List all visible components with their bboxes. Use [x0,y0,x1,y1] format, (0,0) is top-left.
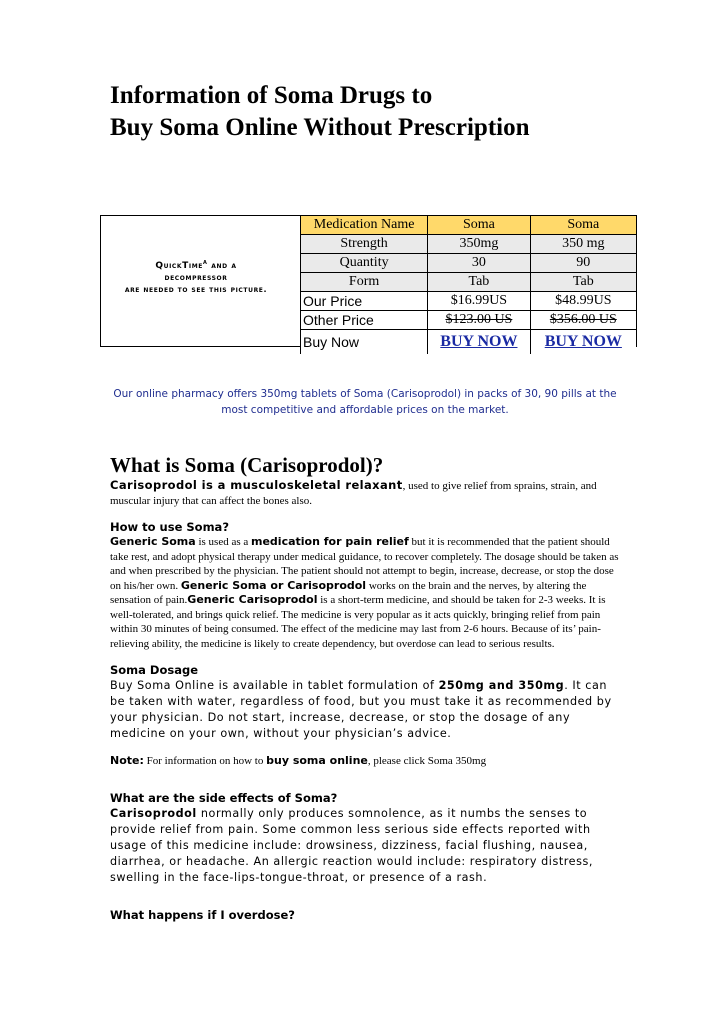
product-box [100,215,637,350]
how-to-use-paragraph: Generic Soma is used as a medication for pain relief but it is recommended that the patient should take rest, and adopt physical therapy under medical guidance, to recover completely. The dosage should be taken as and when prescribed by the physician. The patient should not attempt to begin, increase, decrease, or stop the dose on his/her own. Generic Soma or Carisoprodol works on the brain and the nerves, by altering the sensation of pain.Generic Carisoprodol is a short-term medicine, and should be taken for 2-3 weeks. It is well-tolerated, and brings quick relief. The medicine is very popular as it acts quickly, bringing relief from pain within 30 minutes of being consumed. The effect of the medicine may last from 2-6 hours. Because of its’ pain-relieving ability, the medicine is likely to create dependency, but overdose can lead to serious results. [110,535,619,650]
price-cell: $16.99US [428,292,530,311]
header-cell: Soma [428,216,530,235]
section-heading-what-is: What is Soma (Carisoprodol)? [110,453,384,477]
table-row [301,292,637,311]
what-is-paragraph: Carisoprodol is a musculoskeletal relaxant, used to give relief from sprains, strain, and muscular injury that can affect the bones also. [110,478,597,507]
buy-now-link-90[interactable]: BUY NOW [544,332,622,350]
table-row [301,273,637,292]
side-effects-paragraph: Carisoprodol normally only produces somnolence, as it numbs the senses to provide relief from pain. Some common less serious side effects reported with usage of this medicine include: drowsiness, dizziness, facial flushing, nausea, diarrhea, or headache. An allergic reaction would include: respiratory distress, swelling in the face-lips-tongue-throat, or presence of a rash. [110,806,593,884]
placeholder-line1: QuickTime$^a$ and a [155,258,237,271]
offer-text: Our online pharmacy offers 350mg tablets of Soma (Carisoprodol) in packs of 30, 90 pills at the most competitive and affordable prices on the market. [113,388,617,416]
article-body [110,452,620,923]
table-row [301,254,637,273]
section-heading-dosage: Soma Dosage [110,663,199,677]
table-header-row [301,216,637,235]
table-row [301,311,637,330]
row-label: Strength [301,235,428,254]
buy-cell [530,330,636,355]
section-heading-overdose: What happens if I overdose? [110,907,295,922]
image-placeholder [101,256,291,296]
section-heading-how-to-use: How to use Soma? [110,520,229,534]
price-cell: $48.99US [530,292,636,311]
table-cell: Tab [530,273,636,292]
price-table [300,216,636,354]
buy-now-link-30[interactable]: BUY NOW [440,332,518,350]
page-title-line2: Buy Soma Online Without Prescription [110,114,530,141]
table-cell: 350mg [428,235,530,254]
placeholder-line3: are needed to see this picture. [124,285,268,294]
other-price-cell: $123.00 US [428,311,530,330]
table-cell: Tab [428,273,530,292]
table-cell: 350 mg [530,235,636,254]
table-row [301,235,637,254]
note-paragraph: Note: For information on how to buy soma online, please click Soma 350mg [110,754,487,767]
row-label: Buy Now [301,330,428,355]
row-label: Our Price [301,292,428,311]
dosage-paragraph: Buy Soma Online is available in tablet formulation of 250mg and 350mg. It can be taken with water, regardless of food, but you must take it as recommended by your physician. Do not start, increase, decrease, or stop the dosage of any medicine on your own, without your physician’s advice. [110,679,612,740]
row-label: Quantity [301,254,428,273]
row-label: Form [301,273,428,292]
page-title [110,80,670,144]
header-cell: Soma [530,216,636,235]
header-cell: Medication Name [301,216,428,235]
other-price-cell: $356.00 US [530,311,636,330]
buy-row [301,330,637,355]
row-label: Other Price [301,311,428,330]
table-cell: 90 [530,254,636,273]
buy-soma-online-link[interactable]: buy soma online [266,754,368,767]
table-cell: 30 [428,254,530,273]
placeholder-line2: decompressor [164,273,228,282]
section-heading-side-effects: What are the side effects of Soma? [110,790,338,805]
buy-cell [428,330,530,355]
page-title-line1: Information of Soma Drugs to [110,82,433,109]
